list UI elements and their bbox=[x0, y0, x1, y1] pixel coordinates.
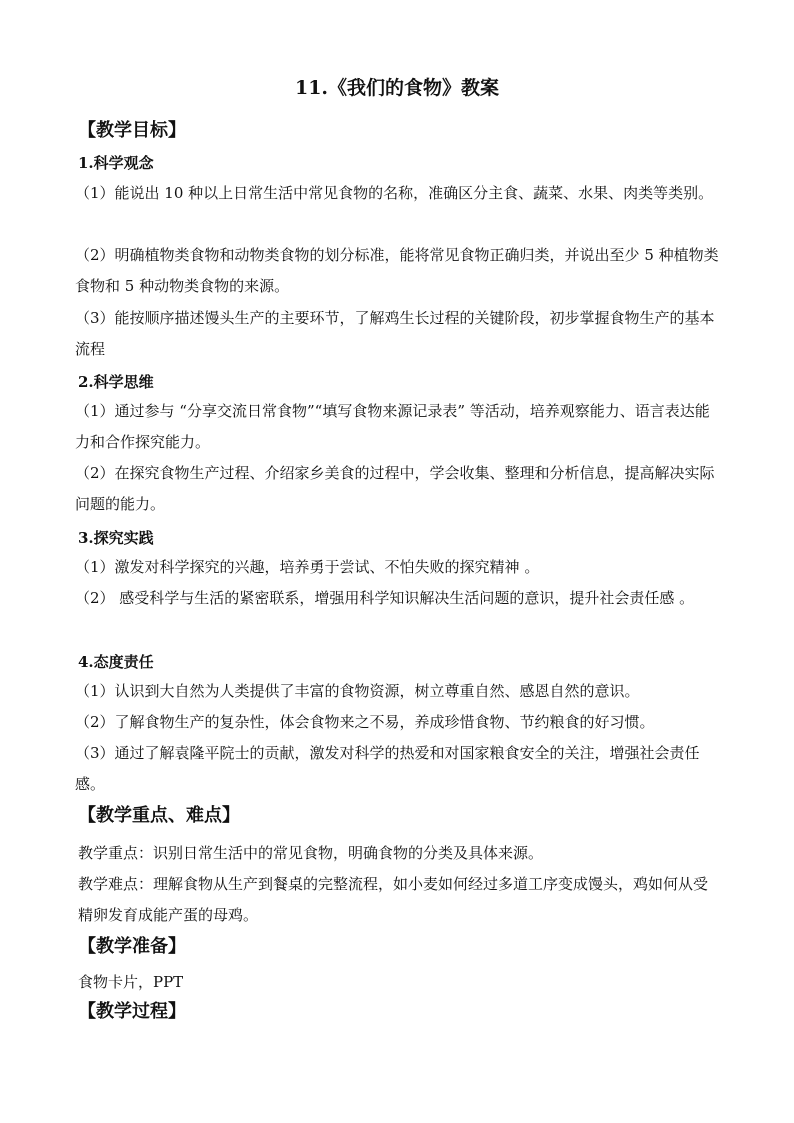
paragraph: 教学重点：识别日常生活中的常见食物，明确食物的分类及具体来源。 bbox=[78, 844, 544, 862]
paragraph: （2）了解食物生产的复杂性，体会食物来之不易，养成珍惜食物、节约粮食的好习惯。 bbox=[75, 713, 655, 731]
paragraph: （1）能说出 10 种以上日常生活中常见食物的名称，准确区分主食、蔬菜、水果、肉类等类别。 bbox=[75, 184, 714, 202]
paragraph: （2）在探究食物生产过程、介绍家乡美食的过程中，学会收集、整理和分析信息，提高解决实际问题的能力。 bbox=[75, 464, 715, 513]
subsection-title: 3.探究实践 bbox=[78, 529, 154, 547]
subsection-title: 1.科学观念 bbox=[78, 154, 154, 172]
paragraph: （1）通过参与 “分享交流日常食物”“填写食物来源记录表” 等活动，培养观察能力、语言表达能力和合作探究能力。 bbox=[75, 402, 710, 451]
subsection-title: 4.态度责任 bbox=[78, 653, 154, 671]
paragraph: 教学难点：理解食物从生产到餐桌的完整流程，如小麦如何经过多道工序变成馒头，鸡如何从受精卵发育成能产蛋的母鸡。 bbox=[78, 875, 709, 924]
paragraph: （3）能按顺序描述馒头生产的主要环节，了解鸡生长过程的关键阶段，初步掌握食物生产的基本流程 bbox=[75, 309, 715, 358]
subsection-title: 2.科学思维 bbox=[78, 373, 154, 391]
paragraph: （2） 感受科学与生活的紧密联系，增强用科学知识解决生活问题的意识，提升社会责任感 。 bbox=[75, 589, 695, 607]
paragraph: 食物卡片，PPT bbox=[78, 973, 184, 991]
paragraph: （1）认识到大自然为人类提供了丰富的食物资源，树立尊重自然、感恩自然的意识。 bbox=[75, 682, 640, 700]
paragraph: （3）通过了解袁隆平院士的贡献，激发对科学的热爱和对国家粮食安全的关注，增强社会责任感。 bbox=[75, 744, 700, 793]
paragraph: （2）明确植物类食物和动物类食物的划分标准，能将常见食物正确归类，并说出至少 5 种植物类食物和 5 种动物类食物的来源。 bbox=[75, 246, 719, 295]
paragraph: （1）激发对科学探究的兴趣，培养勇于尝试、不怕失败的探究精神 。 bbox=[75, 558, 540, 576]
page-title: 11.《我们的食物》教案 bbox=[294, 77, 500, 99]
section-heading-process: 【教学过程】 bbox=[78, 1001, 186, 1022]
section-heading-prep: 【教学准备】 bbox=[78, 936, 186, 957]
section-heading-goals: 【教学目标】 bbox=[78, 120, 186, 141]
section-heading-keypoints: 【教学重点、难点】 bbox=[78, 805, 240, 826]
